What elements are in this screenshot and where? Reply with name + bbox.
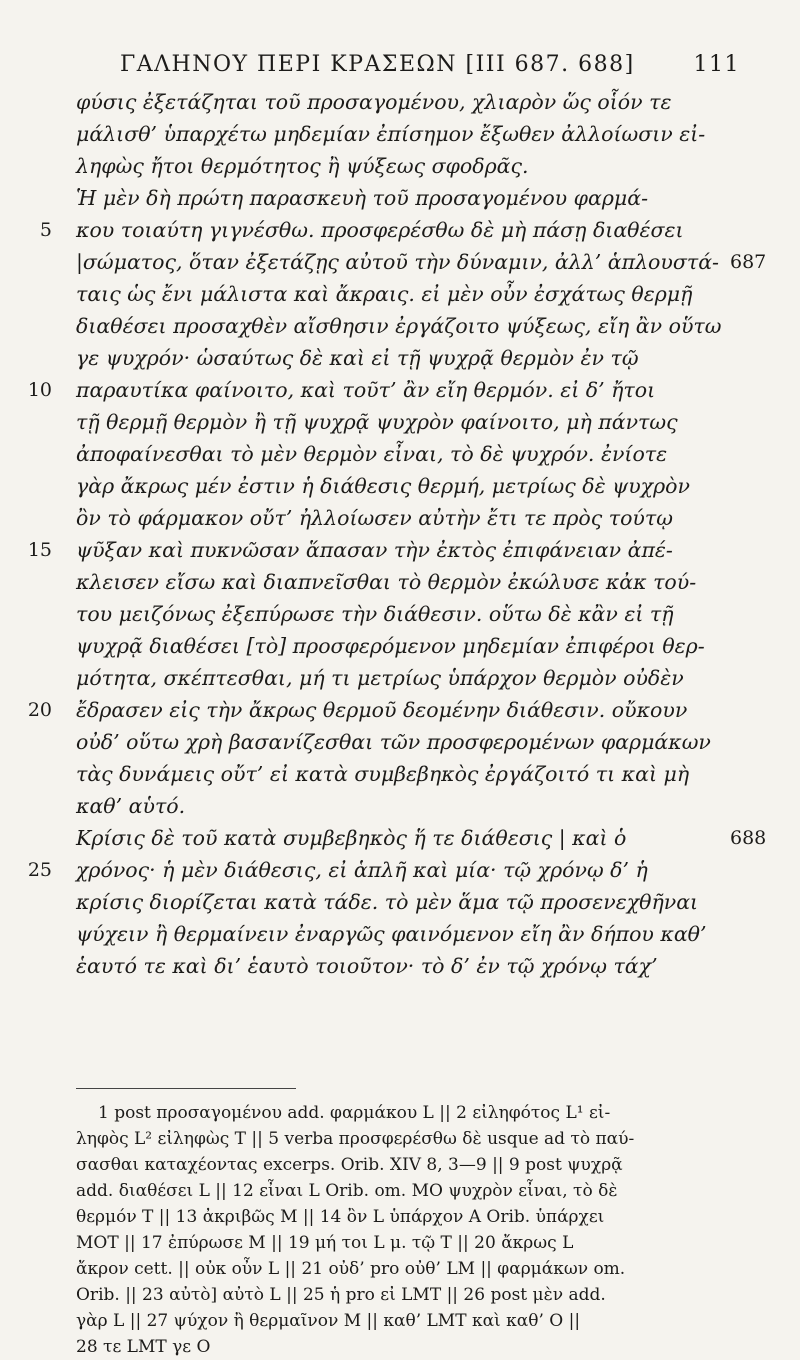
line-text: ἀποφαίνεσθαι τὸ μὲν θερμὸν εἶναι, τὸ δὲ ψυχρόν. ἐνίοτε <box>76 442 668 466</box>
text-line <box>76 630 736 662</box>
text-line <box>76 438 736 470</box>
text-line <box>39 214 736 246</box>
text-line <box>76 790 736 822</box>
line-text: ψύχειν ἢ θερμαίνειν ἐναργῶς φαινόμενον εἴη ἂν δήπου καθ’ <box>76 922 707 946</box>
line-text: γὰρ ἄκρως μέν ἐστιν ἡ διάθεσις θερμή, μετρίως δὲ ψυχρὸν <box>76 474 690 498</box>
text-line <box>76 566 736 598</box>
text-line <box>76 598 736 630</box>
line-text: ἑαυτό τε καὶ δι’ ἑαυτὸ τοιοῦτον· τὸ δ’ ἐν τῷ χρόνῳ τάχ’ <box>76 954 658 978</box>
line-text: καθ’ αὑτό. <box>76 794 186 818</box>
apparatus-line: 1 post προσαγομένου add. φαρμάκου L || 2 εἰληφότος L¹ εἰ- <box>98 1103 611 1123</box>
text-line <box>76 886 736 918</box>
text-line <box>76 246 767 278</box>
apparatus-line: add. διαθέσει L || 12 εἶναι L Orib. om. MO ψυχρὸν εἶναι, τὸ δὲ <box>76 1181 618 1201</box>
text-line <box>27 374 736 406</box>
line-text: τῇ θερμῇ θερμὸν ἢ τῇ ψυχρᾷ ψυχρὸν φαίνοιτο, μὴ πάντως <box>76 410 678 434</box>
line-text: ληφὼς ἤτοι θερμότητος ἢ ψύξεως σφοδρᾶς. <box>76 154 529 178</box>
line-text: ταις ὡς ἔνι μάλιστα καὶ ἄκραις. εἰ μὲν οὖν ἐσχάτως θερμῇ <box>76 282 693 306</box>
line-number: 5 <box>39 219 52 241</box>
text-line <box>76 310 736 342</box>
line-text: παραυτίκα φαίνοιτο, καὶ τοῦτ’ ἂν εἴη θερμόν. εἰ δ’ ἤτοι <box>76 378 656 402</box>
text-line <box>76 118 736 150</box>
text-line <box>76 950 736 982</box>
line-text: φύσις ἐξετάζηται τοῦ προσαγομένου, χλιαρὸν ὥς οἷόν τε <box>76 90 672 114</box>
text-line <box>76 822 767 854</box>
line-text: γε ψυχρόν· ὡσαύτως δὲ καὶ εἰ τῇ ψυχρᾷ θερμὸν ἐν τῷ <box>76 346 639 370</box>
line-text: |σώματος, ὅταν ἐξετάζῃς αὐτοῦ τὴν δύναμιν, ἀλλ’ ἁπλουστά- <box>76 250 719 274</box>
line-text: διαθέσει προσαχθὲν αἴσθησιν ἐργάζοιτο ψύξεως, εἴη ἂν οὕτω <box>76 314 722 338</box>
line-text: χρόνος· ἡ μὲν διάθεσις, εἰ ἁπλῆ καὶ μία· τῷ χρόνῳ δ’ ἡ <box>76 858 648 882</box>
marginal-reference: 687 <box>730 251 767 273</box>
apparatus-line: Orib. || 23 αὐτὸ] αὐτὸ L || 25 ἡ pro εἰ LMT || 26 post μὲν add. <box>76 1285 606 1305</box>
apparatus-line: θερμόν T || 13 ἀκριβῶς M || 14 ὂν L ὑπάρχον A Orib. ὑπάρχει <box>76 1207 605 1227</box>
text-line <box>76 758 736 790</box>
text-line <box>76 726 736 758</box>
text-line <box>76 502 736 534</box>
apparatus-line: 28 τε LMT γε O <box>76 1337 211 1357</box>
text-line <box>76 662 736 694</box>
text-line <box>76 470 736 502</box>
line-text: οὐδ’ οὕτω χρὴ βασανίζεσθαι τῶν προσφερομένων φαρμάκων <box>76 730 711 754</box>
line-text: ψῦξαν καὶ πυκνῶσαν ἅπασαν τὴν ἐκτὸς ἐπιφάνειαν ἀπέ- <box>76 538 673 562</box>
critical-apparatus <box>76 1100 748 1360</box>
text-line <box>76 342 736 374</box>
main-text <box>27 86 767 982</box>
apparatus-line: ληφὸς L² εἰληφὼς T || 5 verba προσφερέσθω δὲ usque ad τὸ παύ- <box>76 1129 635 1149</box>
running-header <box>120 52 740 77</box>
text-line <box>76 918 736 950</box>
apparatus-line: ἄκρον cett. || οὐκ οὖν L || 21 οὐδ’ pro οὐθ’ LM || φαρμάκων om. <box>76 1259 626 1279</box>
footnote-rule <box>76 1088 296 1089</box>
apparatus-line: σασθαι καταχέοντας excerps. Orib. XIV 8, 3—9 || 9 post ψυχρᾷ <box>76 1155 623 1175</box>
line-text: ὂν τὸ φάρμακον οὔτ’ ἠλλοίωσεν αὐτὴν ἔτι τε πρὸς τούτῳ <box>76 506 673 530</box>
apparatus-line: γὰρ L || 27 ψύχον ἢ θερμαῖνον M || καθ’ LMT καὶ καθ’ O || <box>76 1311 581 1331</box>
text-line <box>76 182 736 214</box>
marginal-reference: 688 <box>730 827 767 849</box>
line-number: 15 <box>27 539 52 561</box>
line-number: 25 <box>27 859 52 881</box>
running-title: ΓΑΛΗΝΟΥ ΠΕΡΙ ΚΡΑΣΕΩΝ [III 687. 688] <box>120 52 635 77</box>
line-text: ἔδρασεν εἰς τὴν ἄκρως θερμοῦ δεομένην διάθεσιν. οὔκουν <box>76 698 688 722</box>
page-number: 111 <box>693 52 740 77</box>
line-number: 10 <box>27 379 52 401</box>
apparatus-line: MOT || 17 ἐπύρωσε M || 19 μή τοι L μ. τῷ T || 20 ἄκρως L <box>76 1233 574 1253</box>
text-line <box>27 534 736 566</box>
line-text: του μειζόνως ἐξεπύρωσε τὴν διάθεσιν. οὕτω δὲ κἂν εἰ τῇ <box>76 602 674 626</box>
line-text: ψυχρᾷ διαθέσει [τὸ] προσφερόμενον μηδεμίαν ἐπιφέροι θερ- <box>76 634 705 658</box>
text-line <box>76 150 736 182</box>
text-line <box>27 854 736 886</box>
line-number: 20 <box>27 699 52 721</box>
line-text: κου τοιαύτη γιγνέσθω. προσφερέσθω δὲ μὴ πάσῃ διαθέσει <box>76 218 684 242</box>
line-text: κλεισεν εἴσω καὶ διαπνεῖσθαι τὸ θερμὸν ἐκώλυσε κἀκ τού- <box>76 570 697 594</box>
line-text: Ἡ μὲν δὴ πρώτη παρασκευὴ τοῦ προσαγομένου φαρμά- <box>76 186 648 210</box>
text-line <box>76 86 736 118</box>
text-line <box>76 278 736 310</box>
line-text: τὰς δυνάμεις οὔτ’ εἰ κατὰ συμβεβηκὸς ἐργάζοιτό τι καὶ μὴ <box>76 762 690 786</box>
text-line <box>76 406 736 438</box>
line-text: μάλισθ’ ὑπαρχέτω μηδεμίαν ἐπίσημον ἔξωθεν ἀλλοίωσιν εἰ- <box>76 122 706 146</box>
line-text: Κρίσις δὲ τοῦ κατὰ συμβεβηκὸς ἥ τε διάθεσις | καὶ ὁ <box>76 826 627 850</box>
text-line <box>27 694 736 726</box>
line-text: μότητα, σκέπτεσθαι, μή τι μετρίως ὑπάρχον θερμὸν οὐδὲν <box>76 666 684 690</box>
line-text: κρίσις διορίζεται κατὰ τάδε. τὸ μὲν ἅμα τῷ προσενεχθῆναι <box>76 890 699 914</box>
